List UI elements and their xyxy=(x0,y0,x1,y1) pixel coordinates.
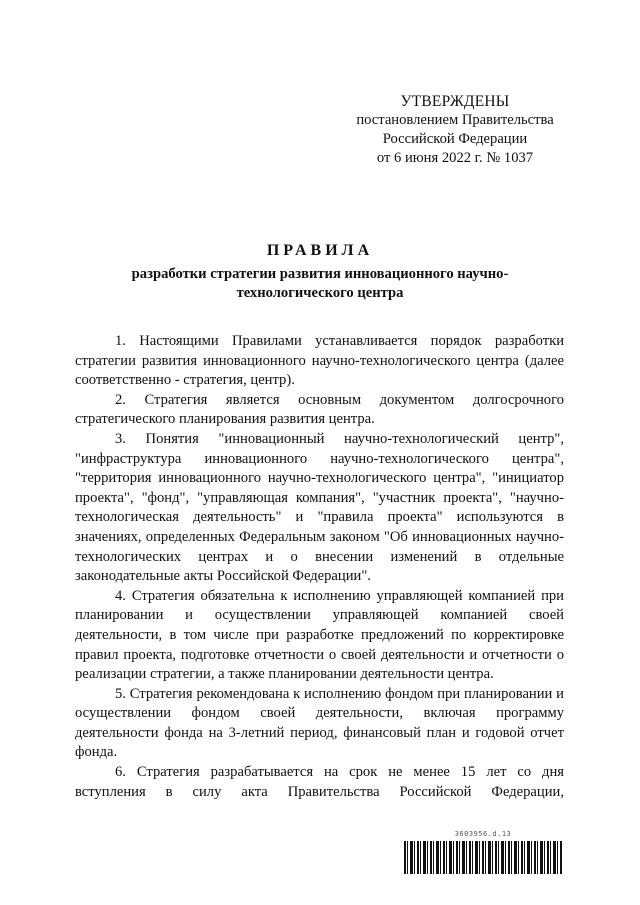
approval-line-3: от 6 июня 2022 г. № 1037 xyxy=(376,150,534,166)
barcode-image xyxy=(404,841,562,874)
paragraph-3: 3. Понятия "инновационный научно-технологический центр", "инфраструктура инновационного научно-технологического центра", "территория инновационного научно-технологического центра", "инициатор проекта", "фонд", "управляющая компания", "участник проекта", "научно-технологическая деятельность" и "правила проекта" используются в значениях, определенных Федеральным законом "Об инновационных научно-технологических центрах и о внесении изменений в отдельные законодательные акты Российской Федерации". xyxy=(75,430,564,585)
document-body xyxy=(75,332,564,802)
paragraph-5: 5. Стратегия рекомендована к исполнению фондом при планировании и осуществлении фондом своей деятельности, включая программу деятельности фонда на 3-летний период, финансовый план и годовой отчет фонда. xyxy=(75,685,564,761)
approval-block xyxy=(340,92,570,168)
paragraph-6: 6. Стратегия разрабатывается на срок не менее 15 лет со дня вступления в силу акта Правительства Российской Федерации, xyxy=(75,764,564,800)
subtitle-line-1: разработки стратегии развития инновационного научно- xyxy=(131,266,509,282)
document-subtitle xyxy=(100,265,540,303)
paragraph-4: 4. Стратегия обязательна к исполнению управляющей компанией при планировании и осуществлении управляющей компанией своей деятельности, в том числе при разработке предложений по корректировке правил проекта, подготовке отчетности о своей деятельности и отчетности о реализации стратегии, а также планировании деятельности центра. xyxy=(75,587,564,683)
subtitle-line-2: технологического центра xyxy=(236,285,404,301)
document-title: ПРАВИЛА xyxy=(266,242,374,259)
paragraph-2: 2. Стратегия является основным документом долгосрочного стратегического планирования развития центра. xyxy=(75,391,564,428)
barcode-block xyxy=(404,830,562,874)
approval-line-1: постановлением Правительства xyxy=(356,112,554,128)
barcode-number: 3603956.d.13 xyxy=(454,830,512,838)
paragraph-1: 1. Настоящими Правилами устанавливается порядок разработки стратегии развития инновационного научно-технологического центра (далее соответственно - стратегия, центр). xyxy=(75,333,564,389)
approval-heading: УТВЕРЖДЕНЫ xyxy=(400,93,510,110)
approval-line-2: Российской Федерации xyxy=(382,131,528,147)
